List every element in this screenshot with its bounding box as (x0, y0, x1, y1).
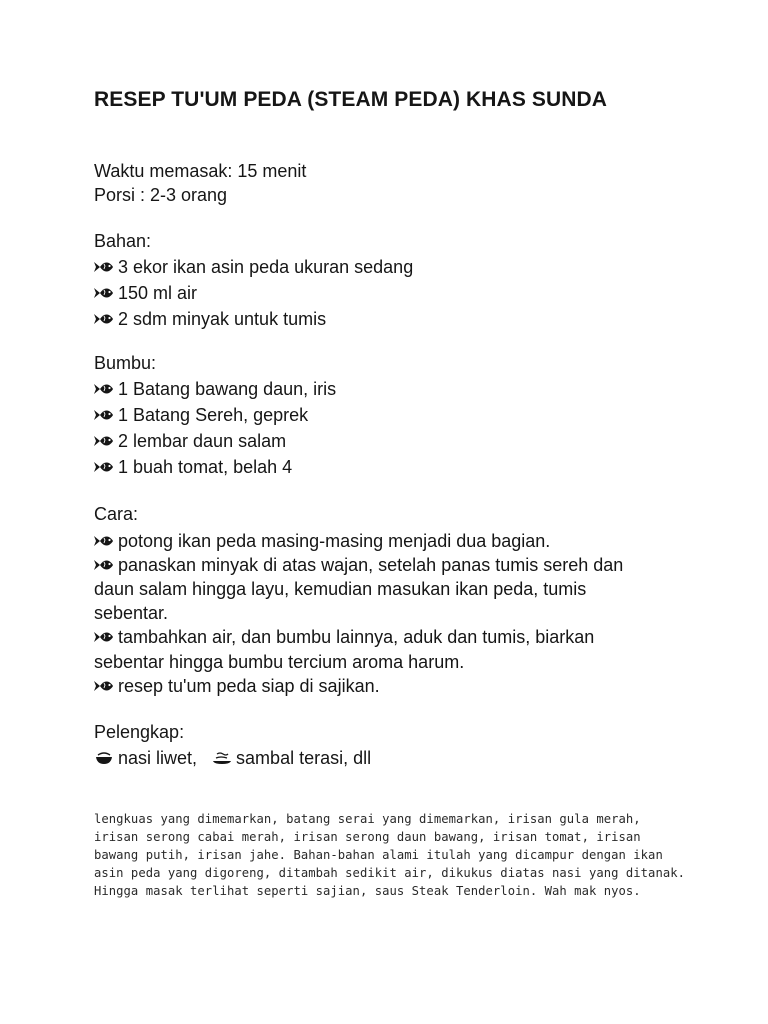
spice-item-text: 1 Batang Sereh, geprek (118, 404, 309, 425)
step-line (94, 625, 694, 649)
side-dish-line (94, 747, 694, 771)
spice-item-text: 2 lembar daun salam (118, 430, 287, 451)
spices-heading: Bumbu: (94, 353, 157, 373)
step-text: sebentar. (94, 603, 169, 624)
fish-icon (94, 460, 114, 474)
ingredient-item (94, 256, 694, 280)
ingredients-list (94, 256, 694, 332)
fish-icon (94, 408, 114, 422)
side-dish-section (94, 721, 694, 770)
step-text: potong ikan peda masing-masing menjadi dua bagian. (118, 530, 551, 551)
ingredient-item (94, 282, 694, 306)
side-dish-item-1: nasi liwet, (118, 747, 198, 768)
spice-item-text: 1 Batang bawang daun, iris (118, 378, 337, 399)
rice-bowl-icon (94, 749, 114, 765)
footnote-line: asin peda yang digoreng, ditambah sedikit air, dikukus diatas nasi yang ditanak. (94, 866, 685, 880)
fish-icon (94, 434, 114, 448)
cook-time: Waktu memasak: 15 menit (94, 161, 307, 181)
steps-section (94, 503, 694, 698)
fish-icon (94, 382, 114, 396)
step-text: daun salam hingga layu, kemudian masukan ikan peda, tumis (94, 578, 587, 599)
recipe-meta (94, 160, 694, 207)
spice-item (94, 430, 694, 454)
steps-heading: Cara: (94, 504, 139, 524)
spices-section (94, 352, 694, 482)
fish-icon (94, 630, 114, 644)
step-line (94, 529, 694, 553)
step-text: tambahkan air, dan bumbu lainnya, aduk dan tumis, biarkan (118, 627, 595, 648)
footnote-line: irisan serong cabai merah, irisan serong daun bawang, irisan tomat, irisan (94, 830, 641, 844)
steps-list (94, 529, 694, 698)
footnote-text (94, 810, 694, 900)
spices-list (94, 378, 694, 480)
spice-item-text: 1 buah tomat, belah 4 (118, 457, 293, 478)
step-line (94, 674, 694, 698)
side-dish-item-2: sambal terasi, dll (236, 747, 372, 768)
spice-item (94, 404, 694, 428)
step-text: panaskan minyak di atas wajan, setelah panas tumis sereh dan (118, 554, 624, 575)
spice-item (94, 378, 694, 402)
step-line (94, 553, 694, 577)
footnote-line: Hingga masak terlihat seperti sajian, saus Steak Tenderloin. Wah mak nyos. (94, 884, 641, 898)
fish-icon (94, 312, 114, 326)
fish-icon (94, 286, 114, 300)
portion: Porsi : 2-3 orang (94, 184, 228, 205)
fish-icon (94, 534, 114, 548)
side-dish-heading: Pelengkap: (94, 722, 185, 742)
footnote-line: bawang putih, irisan jahe. Bahan-bahan alami itulah yang dicampur dengan ikan (94, 848, 663, 862)
step-line (94, 577, 694, 601)
spice-item (94, 456, 694, 480)
fish-icon (94, 558, 114, 572)
step-line (94, 601, 694, 625)
ingredient-item-text: 2 sdm minyak untuk tumis (118, 308, 327, 329)
step-line (94, 650, 694, 674)
step-text: resep tu'um peda siap di sajikan. (118, 675, 380, 696)
fish-icon (94, 260, 114, 274)
fish-icon (94, 679, 114, 693)
ingredient-item-text: 150 ml air (118, 282, 198, 303)
dish-icon (212, 749, 232, 765)
ingredient-item-text: 3 ekor ikan asin peda ukuran sedang (118, 256, 414, 277)
ingredients-section (94, 230, 694, 334)
ingredient-item (94, 308, 694, 332)
footnote-line: lengkuas yang dimemarkan, batang serai yang dimemarkan, irisan gula merah, (94, 812, 641, 826)
step-text: sebentar hingga bumbu tercium aroma harum. (94, 651, 465, 672)
ingredients-heading: Bahan: (94, 231, 152, 251)
page-title: RESEP TU'UM PEDA (STEAM PEDA) KHAS SUNDA (94, 88, 608, 111)
